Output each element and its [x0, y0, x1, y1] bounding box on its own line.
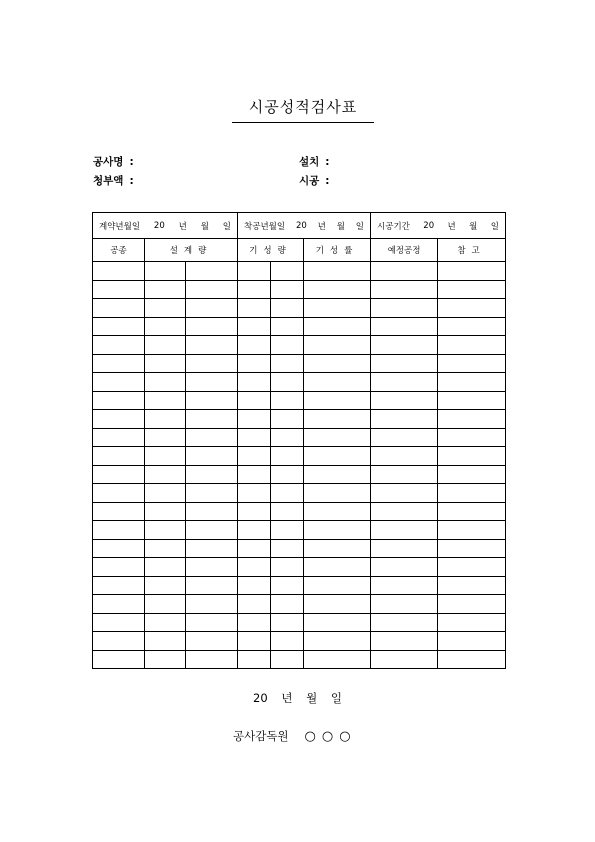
table-cell[interactable]	[304, 650, 371, 669]
period-label: 시공기간	[377, 221, 410, 232]
claim-amount-label: 청부액	[93, 175, 124, 187]
table-cell[interactable]	[145, 558, 186, 577]
table-cell[interactable]	[145, 410, 186, 429]
table-cell[interactable]	[238, 317, 271, 336]
table-row	[93, 502, 506, 521]
table-cell[interactable]	[304, 428, 371, 447]
table-cell[interactable]	[304, 317, 371, 336]
table-cell[interactable]	[238, 262, 271, 281]
project-name-colon: :	[129, 156, 134, 168]
table-cell[interactable]	[271, 576, 304, 595]
table-cell[interactable]	[186, 576, 238, 595]
table-cell[interactable]	[371, 336, 438, 355]
table-cell[interactable]	[271, 502, 304, 521]
table-cell[interactable]	[304, 484, 371, 503]
table-cell[interactable]	[186, 465, 238, 484]
table-cell[interactable]	[438, 595, 506, 614]
claim-amount-field	[93, 173, 134, 188]
table-cell[interactable]	[438, 373, 506, 392]
table-row	[93, 613, 506, 632]
table-cell[interactable]	[186, 447, 238, 466]
table-cell[interactable]	[186, 428, 238, 447]
table-cell[interactable]	[304, 521, 371, 540]
table-row	[93, 484, 506, 503]
period-cell	[371, 213, 506, 239]
contract-year-prefix: 20	[153, 220, 165, 231]
column-header-row	[93, 239, 506, 262]
table-row	[93, 428, 506, 447]
table-cell[interactable]	[238, 336, 271, 355]
table-cell[interactable]	[186, 595, 238, 614]
table-cell[interactable]	[93, 539, 145, 558]
table-cell[interactable]	[438, 558, 506, 577]
table-cell[interactable]	[371, 280, 438, 299]
table-cell[interactable]	[238, 410, 271, 429]
table-cell[interactable]	[93, 595, 145, 614]
table-cell[interactable]	[93, 650, 145, 669]
contract-date-cell	[93, 213, 238, 239]
inspection-table	[92, 212, 506, 669]
table-cell[interactable]	[238, 650, 271, 669]
table-cell[interactable]	[186, 502, 238, 521]
table-cell[interactable]	[304, 373, 371, 392]
table-cell[interactable]	[304, 576, 371, 595]
table-cell[interactable]	[438, 280, 506, 299]
project-name-field	[93, 154, 134, 169]
table-cell[interactable]	[238, 484, 271, 503]
table-cell[interactable]	[145, 262, 186, 281]
table-cell[interactable]	[371, 465, 438, 484]
column-header-remarks: 참고	[438, 239, 506, 262]
table-cell[interactable]	[93, 632, 145, 651]
period-day-unit: 일	[490, 221, 499, 232]
table-cell[interactable]	[371, 447, 438, 466]
project-name-label: 공사명	[93, 156, 124, 168]
table-row	[93, 465, 506, 484]
table-cell[interactable]	[145, 502, 186, 521]
table-cell[interactable]	[304, 595, 371, 614]
table-cell[interactable]	[271, 410, 304, 429]
table-cell[interactable]	[371, 373, 438, 392]
table-cell[interactable]	[271, 558, 304, 577]
column-header-type: 공종	[93, 239, 145, 262]
table-row	[93, 521, 506, 540]
table-row	[93, 632, 506, 651]
supervisor-signature	[233, 728, 357, 744]
footer-year-unit: 년	[281, 691, 293, 705]
date-header-row	[93, 213, 506, 239]
table-cell[interactable]	[371, 521, 438, 540]
table-cell[interactable]	[145, 521, 186, 540]
installer-label: 설치	[299, 156, 320, 168]
table-cell[interactable]	[238, 521, 271, 540]
table-row	[93, 280, 506, 299]
table-cell[interactable]	[145, 632, 186, 651]
table-cell[interactable]	[238, 539, 271, 558]
table-row	[93, 299, 506, 318]
table-cell[interactable]	[304, 502, 371, 521]
table-row	[93, 262, 506, 281]
table-cell[interactable]	[438, 410, 506, 429]
table-row	[93, 317, 506, 336]
table-cell[interactable]	[438, 465, 506, 484]
table-cell[interactable]	[271, 299, 304, 318]
table-cell[interactable]	[238, 354, 271, 373]
table-cell[interactable]	[145, 650, 186, 669]
table-cell[interactable]	[186, 336, 238, 355]
table-cell[interactable]	[238, 632, 271, 651]
table-cell[interactable]	[438, 391, 506, 410]
start-year-unit: 년	[317, 221, 326, 232]
table-row	[93, 410, 506, 429]
table-cell[interactable]	[438, 613, 506, 632]
table-cell[interactable]	[271, 391, 304, 410]
table-cell[interactable]	[371, 317, 438, 336]
table-cell[interactable]	[438, 502, 506, 521]
table-cell[interactable]	[186, 280, 238, 299]
table-row	[93, 391, 506, 410]
table-cell[interactable]	[304, 391, 371, 410]
table-cell[interactable]	[145, 373, 186, 392]
footer-day-unit: 일	[330, 691, 342, 705]
table-cell[interactable]	[371, 299, 438, 318]
table-cell[interactable]	[93, 428, 145, 447]
table-cell[interactable]	[371, 576, 438, 595]
table-cell[interactable]	[93, 484, 145, 503]
contract-year-unit: 년	[178, 221, 187, 232]
table-cell[interactable]	[271, 262, 304, 281]
start-date-label: 착공년월일	[244, 221, 286, 232]
table-row	[93, 539, 506, 558]
table-cell[interactable]	[145, 317, 186, 336]
footer-month-unit: 월	[306, 691, 318, 705]
table-cell[interactable]	[371, 632, 438, 651]
table-cell[interactable]	[238, 558, 271, 577]
table-cell[interactable]	[438, 354, 506, 373]
table-cell[interactable]	[186, 650, 238, 669]
table-cell[interactable]	[438, 650, 506, 669]
table-cell[interactable]	[186, 391, 238, 410]
table-cell[interactable]	[238, 595, 271, 614]
table-cell[interactable]	[438, 484, 506, 503]
table-cell[interactable]	[93, 521, 145, 540]
table-cell[interactable]	[186, 558, 238, 577]
contractor-colon: :	[325, 175, 330, 187]
table-cell[interactable]	[186, 484, 238, 503]
table-cell[interactable]	[438, 632, 506, 651]
table-cell[interactable]	[93, 262, 145, 281]
table-cell[interactable]	[304, 410, 371, 429]
start-day-unit: 일	[355, 221, 364, 232]
table-cell[interactable]	[438, 576, 506, 595]
table-cell[interactable]	[186, 373, 238, 392]
table-row	[93, 373, 506, 392]
table-cell[interactable]	[186, 539, 238, 558]
supervisor-seal: ○○○	[304, 729, 357, 744]
table-cell[interactable]	[238, 299, 271, 318]
table-cell[interactable]	[271, 465, 304, 484]
period-month-unit: 월	[469, 221, 478, 232]
table-cell[interactable]	[371, 484, 438, 503]
table-cell[interactable]	[145, 576, 186, 595]
table-cell[interactable]	[371, 410, 438, 429]
table-cell[interactable]	[371, 502, 438, 521]
table-cell[interactable]	[271, 613, 304, 632]
table-cell[interactable]	[271, 373, 304, 392]
table-cell[interactable]	[93, 280, 145, 299]
table-cell[interactable]	[93, 502, 145, 521]
table-cell[interactable]	[186, 410, 238, 429]
table-cell[interactable]	[145, 465, 186, 484]
table-cell[interactable]	[145, 354, 186, 373]
table-cell[interactable]	[304, 447, 371, 466]
table-cell[interactable]	[93, 576, 145, 595]
table-cell[interactable]	[304, 262, 371, 281]
table-cell[interactable]	[145, 613, 186, 632]
contract-date-label: 계약년월일	[99, 221, 141, 232]
table-cell[interactable]	[371, 354, 438, 373]
table-cell[interactable]	[371, 650, 438, 669]
table-cell[interactable]	[93, 299, 145, 318]
table-cell[interactable]	[271, 447, 304, 466]
claim-amount-colon: :	[129, 175, 134, 187]
table-cell[interactable]	[145, 484, 186, 503]
table-cell[interactable]	[145, 539, 186, 558]
period-year-unit: 년	[447, 221, 456, 232]
column-header-planned: 예정공정	[371, 239, 438, 262]
table-row	[93, 354, 506, 373]
table-cell[interactable]	[93, 373, 145, 392]
table-cell[interactable]	[93, 391, 145, 410]
table-cell[interactable]	[304, 558, 371, 577]
table-cell[interactable]	[371, 391, 438, 410]
date-line	[0, 690, 595, 706]
table-cell[interactable]	[93, 558, 145, 577]
table-cell[interactable]	[238, 391, 271, 410]
table-cell[interactable]	[93, 465, 145, 484]
table-cell[interactable]	[186, 521, 238, 540]
table-cell[interactable]	[238, 465, 271, 484]
start-year-prefix: 20	[295, 220, 307, 231]
table-cell[interactable]	[238, 428, 271, 447]
table-cell[interactable]	[186, 354, 238, 373]
table-cell[interactable]	[304, 280, 371, 299]
table-cell[interactable]	[438, 262, 506, 281]
table-cell[interactable]	[271, 632, 304, 651]
table-cell[interactable]	[304, 539, 371, 558]
table-cell[interactable]	[145, 336, 186, 355]
column-header-design: 설계량	[145, 239, 238, 262]
table-cell[interactable]	[304, 336, 371, 355]
table-cell[interactable]	[145, 391, 186, 410]
table-cell[interactable]	[93, 613, 145, 632]
contract-month-unit: 월	[200, 221, 209, 232]
table-cell[interactable]	[186, 613, 238, 632]
table-row	[93, 336, 506, 355]
table-cell[interactable]	[438, 317, 506, 336]
table-row	[93, 595, 506, 614]
contract-day-unit: 일	[222, 221, 231, 232]
table-cell[interactable]	[238, 447, 271, 466]
table-cell[interactable]	[304, 465, 371, 484]
table-cell[interactable]	[271, 650, 304, 669]
table-cell[interactable]	[93, 447, 145, 466]
table-cell[interactable]	[271, 484, 304, 503]
table-cell[interactable]	[186, 317, 238, 336]
table-cell[interactable]	[371, 558, 438, 577]
table-cell[interactable]	[238, 373, 271, 392]
table-cell[interactable]	[271, 336, 304, 355]
table-cell[interactable]	[371, 595, 438, 614]
table-cell[interactable]	[186, 262, 238, 281]
table-cell[interactable]	[438, 336, 506, 355]
table-cell[interactable]	[304, 354, 371, 373]
installer-field	[299, 154, 330, 169]
table-cell[interactable]	[304, 299, 371, 318]
start-date-cell	[238, 213, 371, 239]
table-cell[interactable]	[145, 428, 186, 447]
table-cell[interactable]	[371, 613, 438, 632]
table-cell[interactable]	[238, 576, 271, 595]
table-cell[interactable]	[271, 280, 304, 299]
table-cell[interactable]	[371, 539, 438, 558]
contractor-field	[299, 173, 330, 188]
table-row	[93, 576, 506, 595]
table-cell[interactable]	[238, 502, 271, 521]
installer-colon: :	[325, 156, 330, 168]
table-cell[interactable]	[271, 521, 304, 540]
table-row	[93, 650, 506, 669]
table-cell[interactable]	[145, 299, 186, 318]
table-cell[interactable]	[271, 595, 304, 614]
document-title: 시공성적검사표	[232, 96, 374, 123]
start-month-unit: 월	[336, 221, 345, 232]
table-cell[interactable]	[271, 317, 304, 336]
table-cell[interactable]	[186, 299, 238, 318]
table-cell[interactable]	[438, 447, 506, 466]
table-cell[interactable]	[371, 262, 438, 281]
table-row	[93, 558, 506, 577]
period-year-prefix: 20	[423, 220, 435, 231]
table-cell[interactable]	[438, 521, 506, 540]
table-cell[interactable]	[145, 447, 186, 466]
table-cell[interactable]	[238, 280, 271, 299]
table-cell[interactable]	[93, 354, 145, 373]
table-cell[interactable]	[238, 613, 271, 632]
table-cell[interactable]	[93, 336, 145, 355]
table-cell[interactable]	[438, 299, 506, 318]
table-cell[interactable]	[93, 410, 145, 429]
table-cell[interactable]	[304, 632, 371, 651]
table-cell[interactable]	[186, 632, 238, 651]
table-row	[93, 447, 506, 466]
table-cell[interactable]	[438, 428, 506, 447]
table-cell[interactable]	[371, 428, 438, 447]
table-cell[interactable]	[93, 317, 145, 336]
table-cell[interactable]	[271, 354, 304, 373]
table-cell[interactable]	[271, 539, 304, 558]
table-cell[interactable]	[304, 613, 371, 632]
footer-year: 20	[253, 691, 268, 705]
table-cell[interactable]	[145, 280, 186, 299]
column-header-done: 기성량	[238, 239, 304, 262]
table-cell[interactable]	[271, 428, 304, 447]
table-cell[interactable]	[145, 595, 186, 614]
table-cell[interactable]	[438, 539, 506, 558]
contractor-label: 시공	[299, 175, 320, 187]
column-header-rate: 기성률	[304, 239, 371, 262]
supervisor-label: 공사감독원	[233, 729, 289, 743]
